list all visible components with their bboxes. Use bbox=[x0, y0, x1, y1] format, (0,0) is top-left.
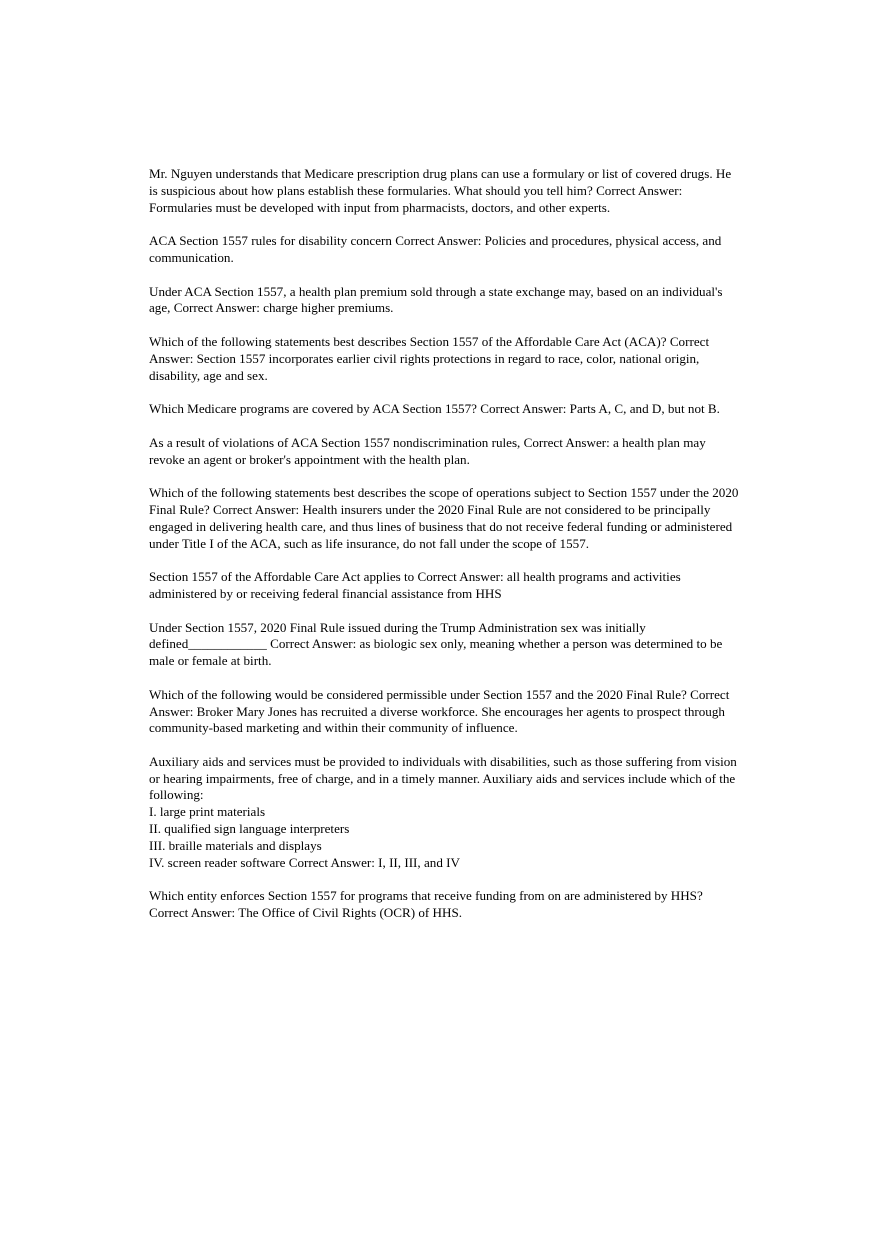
qa-entry-6: As a result of violations of ACA Section 1557 nondiscrimination rules, Correct Answer: a health plan may revoke an agent or broker's appointment with the health plan. bbox=[149, 434, 706, 467]
qa-entry-1: Mr. Nguyen understands that Medicare prescription drug plans can use a formulary or list of covered drugs. He is suspicious about how plans establish these formularies. What should you tell him? Correct Answer: Formularies must be developed with input from pharmacists, doctors, and other experts. bbox=[149, 166, 732, 215]
qa-entry-2: ACA Section 1557 rules for disability concern Correct Answer: Policies and procedures, physical access, and communication. bbox=[149, 233, 722, 265]
qa-entry-10: Which of the following would be considered permissible under Section 1557 and the 2020 Final Rule? Correct Answer: Broker Mary Jones has recruited a diverse workforce. She encourages her agents to prospect through community-based marketing and within their community of influence. bbox=[149, 686, 730, 736]
qa-entry-11: Auxiliary aids and services must be provided to individuals with disabilities, such as those suffering from vision or hearing impairments, free of charge, and in a timely manner. Auxiliary aids and services include which of the following: I. large print materials II. qualified sign language interpreters III. braille materials and displays IV. screen reader software Correct Answer: I, II, III, and IV bbox=[149, 753, 737, 870]
qa-entry-8: Section 1557 of the Affordable Care Act applies to Correct Answer: all health programs and activities administered by or receiving federal financial assistance from HHS bbox=[149, 569, 681, 601]
qa-entry-4: Which of the following statements best describes Section 1557 of the Affordable Care Act (ACA)? Correct Answer: Section 1557 incorporates earlier civil rights protections in regard to race, color, national origin, disability, age and sex. bbox=[149, 333, 710, 383]
qa-entry-12: Which entity enforces Section 1557 for programs that receive funding from on are administered by HHS? Correct Answer: The Office of Civil Rights (OCR) of HHS. bbox=[149, 888, 703, 921]
document-page bbox=[149, 166, 739, 939]
qa-entry-9: Under Section 1557, 2020 Final Rule issued during the Trump Administration sex was initially defined____________ Correct Answer: as biologic sex only, meaning whether a person was determined to be male or female at birth. bbox=[149, 619, 723, 669]
qa-entry-5: Which Medicare programs are covered by ACA Section 1557? Correct Answer: Parts A, C, and D, but not B. bbox=[149, 401, 720, 417]
qa-entry-7: Which of the following statements best describes the scope of operations subject to Section 1557 under the 2020 Final Rule? Correct Answer: Health insurers under the 2020 Final Rule are not considered to be principally engaged in delivering health care, and thus lines of business that do not receive federal funding or administered under Title I of the ACA, such as life insurance, do not fall under the scope of 1557. bbox=[149, 485, 739, 551]
qa-entry-3: Under ACA Section 1557, a health plan premium sold through a state exchange may, based on an individual's age, Correct Answer: charge higher premiums. bbox=[149, 283, 723, 316]
